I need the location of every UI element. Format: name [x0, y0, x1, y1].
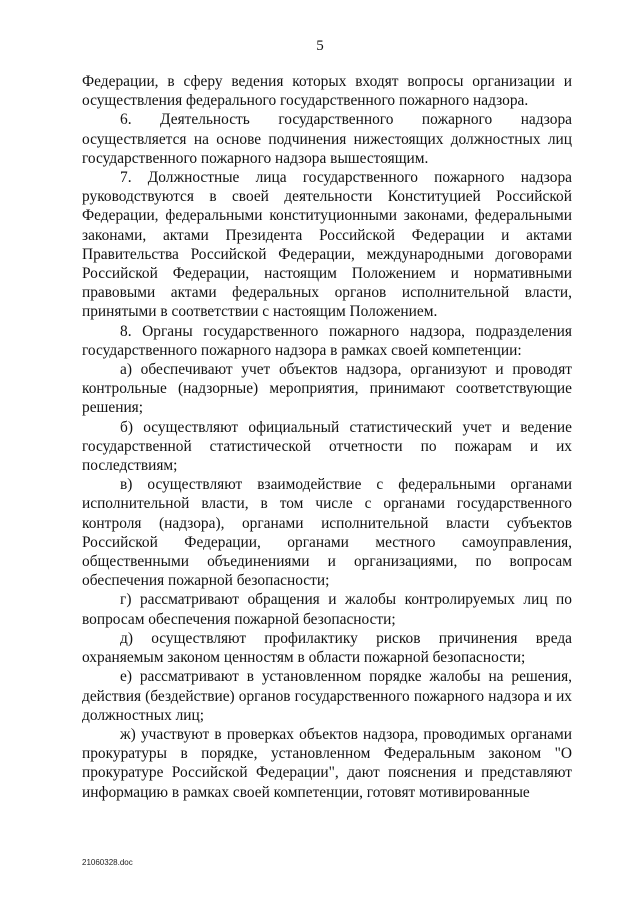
paragraph-8-b: б) осуществляют официальный статистический учет и ведение государственной статистической отчетности по пожарам и их последствиям;	[82, 418, 572, 475]
paragraph-6: 6. Деятельность государственного пожарного надзора осуществляется на основе подчинения нижестоящих должностных лиц государственного пожарного надзора вышестоящим.	[82, 111, 572, 167]
paragraph-8-zh: ж) участвуют в проверках объектов надзора, проводимых органами прокуратуры в порядке, установленном Федеральным законом "О прокуратуре Российской Федерации", дают пояснения и представляют информацию в рамках своей компетенции, готовят мотивированные	[82, 725, 572, 801]
paragraph-8-v: в) осуществляют взаимодействие с федеральными органами исполнительной власти, в том числе с органами государственного контроля (надзора), органами исполнительной власти субъектов Российской Федерации, органами местного самоуправления, общественными объединениями и организациями, по вопросам обеспечения пожарной безопасности;	[82, 476, 572, 590]
footer-filename: 21060328.doc	[82, 858, 133, 867]
paragraph-8: 8. Органы государственного пожарного надзора, подразделения государственного пожарного надзора в рамках своей компетенции:	[82, 322, 572, 359]
paragraph-8-d: д) осуществляют профилактику рисков причинения вреда охраняемым законом ценностям в области пожарной безопасности;	[82, 629, 572, 667]
paragraph-7: 7. Должностные лица государственного пожарного надзора руководствуются в своей деятельности Конституцией Российской Федерации, федеральными конституционными законами, федеральными законами, актами Президента Российской Федерации и актами Правительства Российской Федерации, международными договорами Российской Федерации, настоящим Положением и нормативными правовыми актами федеральных органов исполнительной власти, принятыми в соответствии с настоящим Положением.	[82, 169, 572, 321]
paragraph-continuation: Федерации, в сферу ведения которых входят вопросы организации и осуществления федерального государственного пожарного надзора.	[82, 73, 572, 110]
paragraph-8-e: е) рассматривают в установленном порядке жалобы на решения, действия (бездействие) органов государственного пожарного надзора и их должностных лиц;	[82, 668, 572, 724]
paragraph-8-a: а) обеспечивают учет объектов надзора, организуют и проводят контрольные (надзорные) мероприятия, принимают соответствующие решения;	[82, 361, 572, 417]
page-number: 5	[316, 38, 324, 54]
paragraph-8-g: г) рассматривают обращения и жалобы контролируемых лиц по вопросам обеспечения пожарной безопасности;	[82, 591, 572, 628]
document-body	[82, 72, 572, 802]
